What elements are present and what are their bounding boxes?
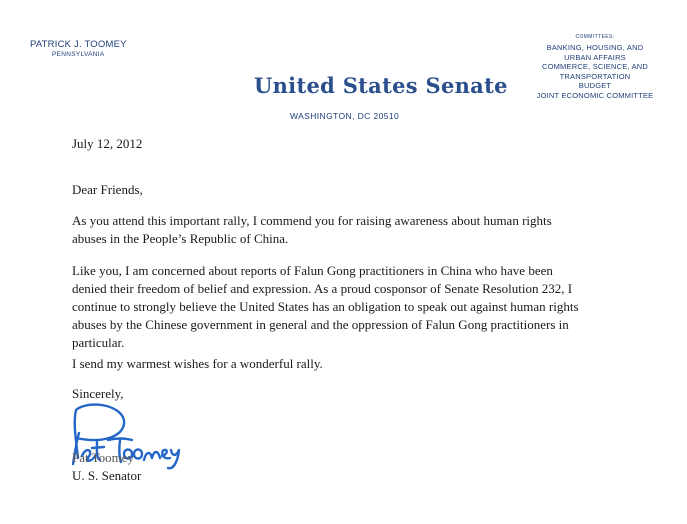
committee-item: BUDGET — [578, 81, 612, 90]
paragraph-3 — [72, 355, 632, 373]
closing: Sincerely, — [72, 386, 124, 401]
institution-title: United States Senate — [254, 73, 508, 98]
committee-item: URBAN AFFAIRS — [564, 52, 626, 62]
sender-name: PATRICK J. TOOMEY — [30, 39, 127, 50]
paragraph-line: As you attend this important rally, I commend you for raising awareness about human rights — [72, 213, 552, 228]
salutation: Dear Friends, — [72, 182, 143, 197]
letter-date: July 12, 2012 — [72, 136, 143, 151]
signer-title: U. S. Senator — [72, 468, 142, 483]
paragraph-line: continue to strongly believe the United States has an obligation to speak out against human rights — [72, 299, 579, 314]
committee-item: BANKING, HOUSING, AND — [546, 43, 644, 52]
committee-item: JOINT ECONOMIC COMMITTEE — [536, 90, 654, 100]
committee-item: COMMERCE, SCIENCE, AND — [541, 62, 649, 71]
committee-item: TRANSPORTATION — [559, 71, 631, 81]
paragraph-line: denied their freedom of belief and expression. As a proud cosponsor of Senate Resolution 232, I — [72, 281, 573, 296]
sender-state: PENNSYLVANIA — [52, 51, 105, 58]
paragraph-line: abuses by the Chinese government in general and the oppression of Falun Gong practitioners in — [72, 317, 569, 332]
committees-heading: COMMITTEES: — [575, 34, 615, 40]
paragraph-1 — [72, 212, 632, 248]
paragraph-line: I send my warmest wishes for a wonderful rally. — [72, 356, 323, 371]
paragraph-2 — [72, 262, 632, 352]
signer-name: Pat Toomey — [72, 450, 135, 465]
paragraph-line: abuses in the People’s Republic of China. — [72, 231, 289, 246]
institution-address: WASHINGTON, DC 20510 — [290, 111, 400, 121]
paragraph-line: Like you, I am concerned about reports of Falun Gong practitioners in China who have been — [72, 263, 553, 278]
paragraph-line: particular. — [72, 335, 125, 350]
committees-list — [530, 34, 660, 100]
